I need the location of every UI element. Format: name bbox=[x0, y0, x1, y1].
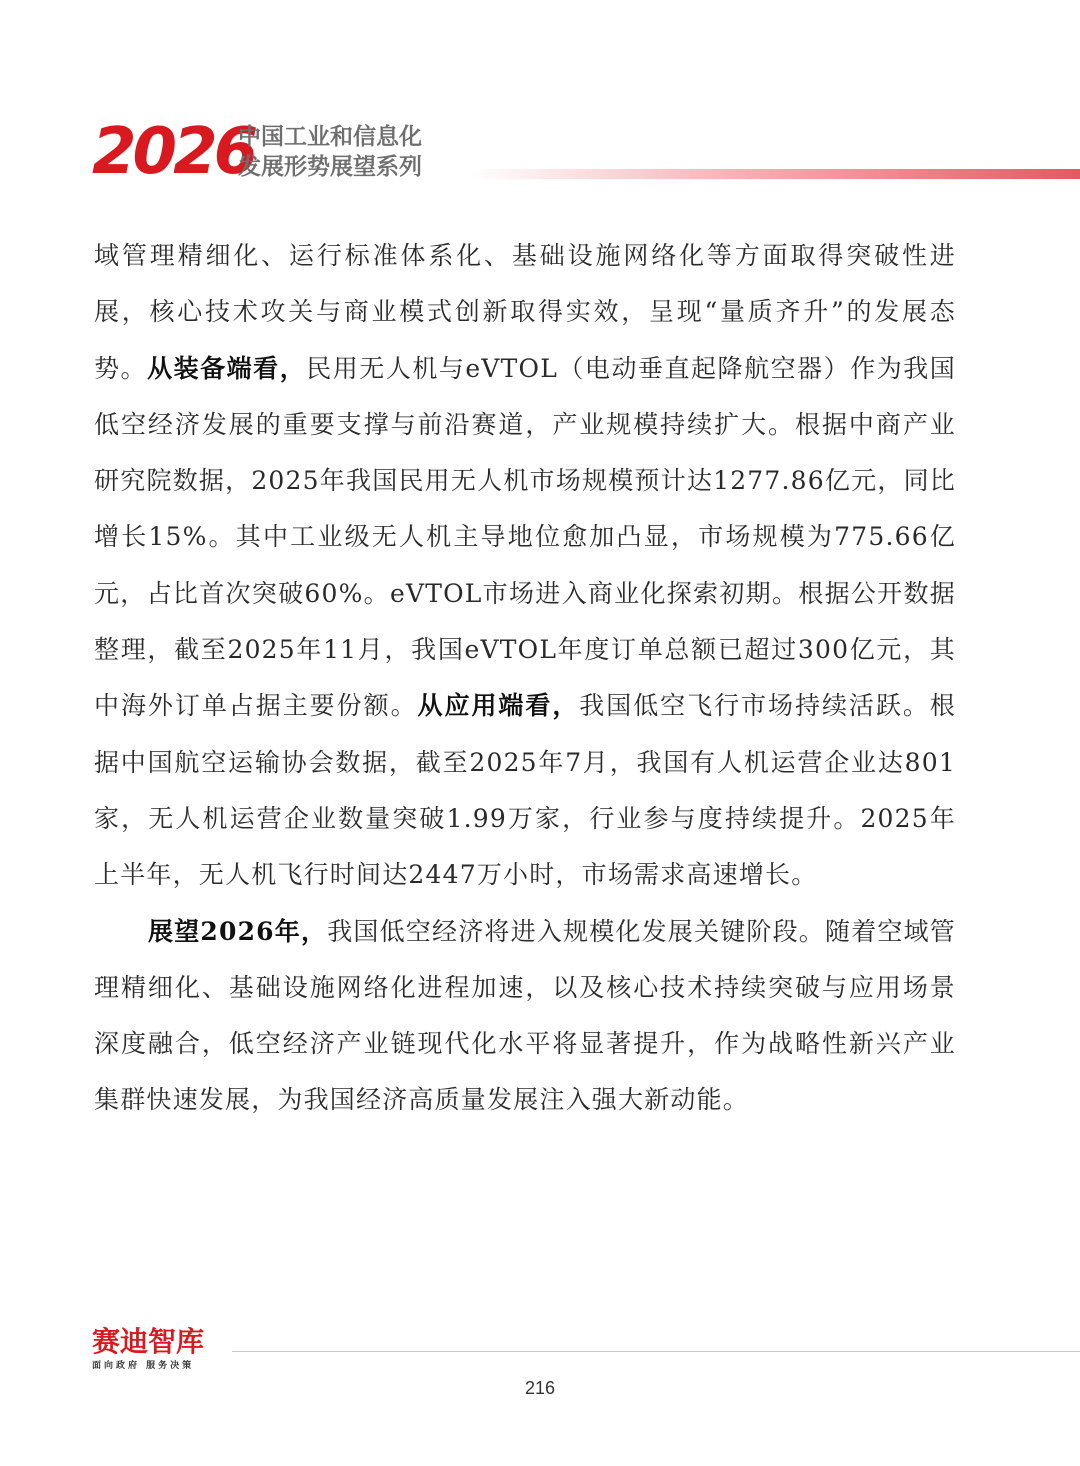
paragraph-text: 我国低空经济将进入规模化发展关键阶段。随着空域管理精细化、基础设施网络化进程加速，以及核心技术持续突破与应用场景深度融合，低空经济产业链现代化水平将显著提升，作为战略性新兴产业集群快速发展，为我国经济高质量发展注入强大新动能。 bbox=[94, 916, 956, 1115]
paragraph-text: 我国低空飞行市场持续活跃。根据中国航空运输协会数据，截至2025年7月，我国有人机运营企业达801家，无人机运营企业数量突破1.99万家，行业参与度持续提升。2025年上半年，无人机飞行时间达2447万小时，市场需求高速增长。 bbox=[94, 691, 956, 890]
brand-name: 赛迪智库 bbox=[92, 1325, 205, 1358]
paragraph-text: 域管理精细化、运行标准体系化、基础设施网络化等方面取得突破性进展，核心技术攻关与商业模式创新取得实效，呈现“量质齐升”的发展态势。 bbox=[94, 241, 956, 383]
bold-lead-application: 从应用端看， bbox=[417, 691, 580, 721]
paragraph-text: 民用无人机与eVTOL（电动垂直起降航空器）作为我国低空经济发展的重要支撑与前沿赛道，产业规模持续扩大。根据中商产业研究院数据，2025年我国民用无人机市场规模预计达1277.86亿元，同比增长15%。其中工业级无人机主导地位愈加凸显，市场规模为775.66亿元，占比首次突破60%。eVTOL市场进入商业化探索初期。根据公开数据整理，截至2025年11月，我国eVTOL年度订单总额已超过300亿元，其中海外订单占据主要份额。 bbox=[94, 353, 956, 721]
page-header bbox=[0, 115, 1080, 198]
series-title bbox=[238, 122, 422, 182]
page-number: 216 bbox=[524, 1378, 556, 1398]
paragraph-outlook-2026 bbox=[94, 904, 956, 1129]
bold-lead-equipment: 从装备端看， bbox=[147, 353, 307, 383]
year-logo: 2026 bbox=[92, 115, 255, 189]
brand-slogan: 面向政府 服务决策 bbox=[92, 1361, 195, 1371]
series-title-line1: 中国工业和信息化 bbox=[238, 124, 422, 150]
bold-lead-outlook: 展望2026年， bbox=[148, 916, 328, 946]
series-title-line2: 发展形势展望系列 bbox=[238, 154, 422, 180]
paragraph-low-altitude-status bbox=[94, 228, 956, 904]
footer-rule bbox=[232, 1351, 1080, 1352]
header-gradient-rule bbox=[470, 169, 1080, 179]
ccid-think-tank-logo bbox=[92, 1326, 228, 1372]
article-body bbox=[94, 228, 956, 1129]
